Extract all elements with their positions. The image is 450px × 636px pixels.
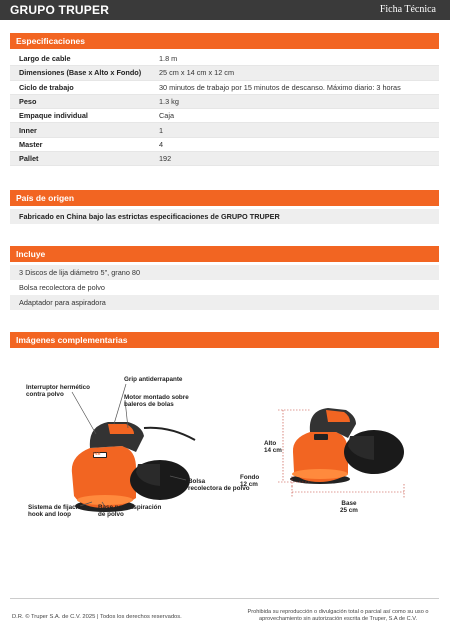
callout-base-vac: Base para aspiración de polvo (98, 504, 162, 519)
origin-text: Fabricado en China bajo las estrictas especificaciones de GRUPO TRUPER (10, 209, 439, 224)
tool-brand-label: TRUPER (86, 452, 101, 456)
sheet-label: Ficha Técnica (379, 4, 436, 15)
sander-image-right (290, 408, 404, 484)
spec-value: 1.3 kg (159, 97, 179, 107)
callout-bag: Bolsa recolectora de polvo (188, 478, 250, 493)
sander-image-left (72, 422, 195, 512)
callout-motor: Motor montado sobre baleros de bolas (124, 394, 189, 409)
images-area (10, 368, 439, 558)
specs-header: Especificaciones (10, 33, 439, 49)
table-row (10, 109, 439, 123)
includes-header: Incluye (10, 246, 439, 262)
dimension-base: Base 25 cm (340, 500, 358, 515)
callout-hook: Sistema de fijación hook and loop (28, 504, 86, 519)
list-item: 3 Discos de lija diámetro 5", grano 80 (10, 265, 439, 280)
table-row (10, 66, 439, 80)
includes-list (10, 265, 439, 310)
spec-label: Master (19, 139, 43, 149)
spec-value: 1.8 m (159, 54, 178, 64)
specs-table (10, 52, 439, 166)
spec-label: Peso (19, 97, 37, 107)
list-item: Bolsa recolectora de polvo (19, 283, 105, 292)
footer-copyright: D.R. © Truper S.A. de C.V. 2025 | Todos los derechos reservados. (12, 614, 182, 620)
table-row (10, 138, 439, 152)
spec-label: Dimensiones (Base x Alto x Fondo) (19, 68, 142, 78)
spec-label: Ciclo de trabajo (19, 82, 74, 92)
dimension-fondo: Fondo 12 cm (240, 474, 260, 489)
callout-switch: Interruptor hermético contra polvo (26, 384, 91, 399)
footer-divider (10, 598, 439, 599)
images-header: Imágenes complementarias (10, 332, 439, 348)
table-row (10, 95, 439, 109)
table-row (10, 123, 439, 137)
spec-value: 4 (159, 139, 164, 149)
origin-header: País de origen (10, 190, 439, 206)
spec-value: 192 (159, 154, 172, 164)
brand-logo: GRUPO TRUPER (10, 3, 110, 17)
list-item: Adaptador para aspiradora (10, 295, 439, 310)
spec-label: Largo de cable (19, 54, 71, 64)
spec-label: Empaque individual (19, 111, 88, 121)
top-bar (0, 0, 450, 20)
spec-value: 30 minutos de trabajo por 15 minutos de descanso. Máximo diario: 3 horas (159, 82, 401, 92)
spec-value: 1 (159, 125, 164, 135)
footer-legal: Prohibida su reproducción o divulgación total o parcial así como su uso o aprovechamiento sin autorización escrita de Truper, S.A de C.V. (247, 609, 429, 622)
callout-grip: Grip antiderrapante (124, 376, 183, 383)
dimension-alto: Alto 14 cm (264, 440, 282, 455)
spec-label: Inner (19, 125, 37, 135)
spec-label: Pallet (19, 154, 39, 164)
table-row (10, 52, 439, 66)
table-row (10, 152, 439, 166)
spec-value: Caja (159, 111, 175, 121)
table-row (10, 81, 439, 95)
spec-value: 25 cm x 14 cm x 12 cm (159, 68, 235, 78)
